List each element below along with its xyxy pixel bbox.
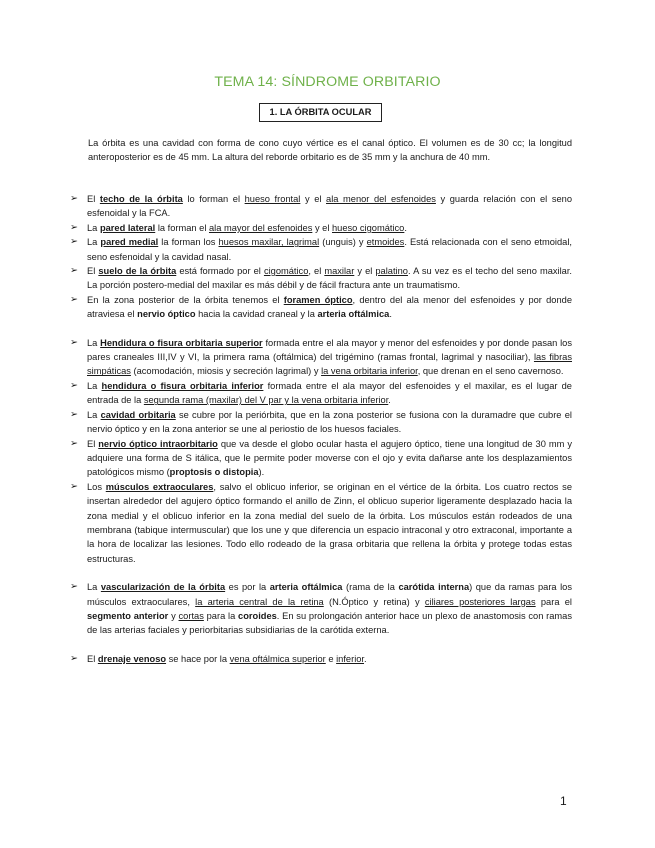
text-run: hendidura o fisura orbitaria inferior	[101, 380, 264, 391]
bullet-item	[70, 652, 572, 666]
text-run: y guarda relación con el seno esfenoidal y la FCA.	[87, 194, 572, 219]
page-number: 1	[560, 794, 567, 808]
text-run: ciliares posteriores largas	[424, 596, 536, 607]
bullet-item	[70, 437, 572, 480]
text-run: segunda rama (maxilar) del V par y la vena orbitaria inferior	[143, 395, 389, 406]
text-run: .	[388, 395, 391, 406]
page-title: TEMA 14: SÍNDROME ORBITARIO	[214, 74, 441, 90]
bullet-item	[70, 192, 572, 221]
text-run: .	[404, 222, 407, 233]
text-run: , que drenan en el seno cavernoso.	[417, 366, 564, 377]
arrow-bullet-icon: ➢	[70, 221, 78, 233]
text-run: formada entre el ala mayor y menor del esfenoides y por donde pasan los pares craneales III,IV y VI, la primera rama (oftálmica) del trigémino (ramas frontal, lagrimal y nasociliar),	[87, 337, 572, 363]
text-run: hueso frontal	[244, 194, 301, 204]
text-run: la vena orbitaria inferior	[321, 366, 418, 377]
text-run: etmoides	[366, 237, 405, 248]
text-run: palatino	[375, 266, 408, 277]
text-run: (unguis) y	[319, 237, 367, 248]
bullet-list	[70, 192, 572, 666]
text-run: ).	[258, 467, 265, 478]
text-run: cavidad orbitaria	[100, 409, 176, 420]
text-run: músculos extraoculares	[105, 481, 214, 492]
text-run: nervio óptico intraorbitario	[98, 438, 218, 449]
text-run: la forman el	[155, 222, 209, 233]
bullet-item	[70, 264, 572, 293]
text-run: inferior	[336, 653, 365, 664]
text-run: se cubre por la periórbita, que en la zona posterior se fusiona con la duramadre que cubre el nervio óptico y en la zona anterior se une al periostio de los huesos faciales.	[87, 409, 572, 435]
arrow-bullet-icon: ➢	[70, 265, 78, 277]
text-run: nervio óptico	[137, 309, 196, 320]
text-run: Hendidura o fisura orbitaria superior	[100, 337, 263, 348]
arrow-bullet-icon: ➢	[70, 480, 78, 492]
text-run: para el	[535, 596, 572, 607]
text-run: La	[87, 222, 100, 233]
text-run: . En su prolongación anterior hace un plexo de anastomosis con ramas de las arterias faciales y periorbitarias subsidiarias de la carótida externa.	[87, 610, 572, 636]
text-run: , salvo el oblicuo inferior, se originan en el vértice de la órbita. Los cuatro rectos se insertan alrededor del agujero óptico formando el anillo de Zinn, el oblicuo superior ligeramente desplazado hacia la zona medial y el oblicuo inferior en la zona medial del suelo de la órbita. Los músculos están rodeados de una membrana (tabique intermuscular) que los une y que diferencia un espacio intraconal y otro extraconal, importante a la hora de localizar las lesiones. Todo ello rodeado de la grasa orbitaria que rellena la órbita y protege todas estas estructuras.	[87, 481, 572, 564]
text-run: (N.Óptico y retina) y	[323, 596, 425, 607]
text-run: e	[325, 653, 337, 664]
text-run: pared medial	[100, 237, 159, 248]
text-run: para la	[203, 610, 239, 621]
text-run: pared lateral	[99, 222, 156, 233]
text-run: y	[168, 610, 179, 621]
text-run: y el	[354, 266, 376, 277]
text-run: suelo de la órbita	[98, 266, 177, 277]
text-run: formada entre el ala mayor del esfenoides y el maxilar, es el lugar de entrada de la	[87, 380, 572, 406]
paragraph-gap	[70, 638, 572, 652]
bullet-item	[70, 235, 572, 264]
text-run: proptosis o distopia	[169, 467, 259, 478]
text-run: , dentro del ala menor del esfenoides y por donde atraviesa el	[87, 294, 572, 320]
text-run: drenaje venoso	[97, 653, 167, 664]
bullet-item	[70, 336, 572, 379]
arrow-bullet-icon: ➢	[70, 236, 78, 248]
text-run: la arteria central de la retina	[195, 596, 324, 607]
text-run: hacia la cavidad craneal y la	[195, 309, 318, 320]
text-run: y el	[312, 222, 332, 233]
text-run: cortas	[178, 610, 204, 621]
text-run: que va desde el globo ocular hasta el agujero óptico, tiene una longitud de 30 mm y adquiere una forma de S itálica, que le permite poder moverse con el ojo y evita dañarse ante los desplazamientos patológicos mismo (	[87, 438, 572, 478]
bullet-item	[70, 379, 572, 408]
text-run: .	[389, 309, 392, 320]
text-run: ala mayor del esfenoides	[208, 222, 313, 233]
text-run: . A su vez es el techo del seno maxilar. La porción postero-medial del maxilar es más débil y de fácil fractura ante un traumatismo.	[87, 266, 572, 291]
text-run: (rama de la	[342, 582, 399, 593]
text-run: las fibras simpáticas	[87, 352, 572, 377]
bullet-item	[70, 480, 572, 566]
section-heading: 1. LA ÓRBITA OCULAR	[259, 103, 382, 122]
arrow-bullet-icon: ➢	[70, 437, 78, 449]
arrow-bullet-icon: ➢	[70, 293, 78, 305]
text-run: El	[87, 653, 98, 664]
text-run: se hace por la	[166, 653, 230, 664]
text-run: La	[87, 582, 101, 593]
arrow-bullet-icon: ➢	[70, 652, 78, 664]
text-run: foramen óptico	[283, 294, 353, 305]
text-run: ala menor del esfenoides	[326, 194, 436, 204]
text-run: La	[87, 409, 101, 420]
text-run: El	[87, 194, 100, 204]
text-run: hueso cigomático	[332, 222, 405, 233]
text-run: está formado por el	[176, 266, 264, 277]
text-run: carótida interna	[398, 582, 470, 593]
text-run: huesos maxilar, lagrimal	[218, 237, 320, 248]
intro-paragraph: La órbita es una cavidad con forma de cono cuyo vértice es el canal óptico. El volumen es de 30 cc; la longitud anteroposterior es de 45 mm. La altura del reborde orbitario es de 35 mm y la anchura de 40 mm.	[88, 138, 572, 163]
text-run: es por la	[225, 582, 270, 593]
text-run: coroides	[238, 610, 277, 621]
arrow-bullet-icon: ➢	[70, 408, 78, 420]
text-run: El	[87, 438, 99, 449]
paragraph-gap	[70, 322, 572, 336]
text-run: vena oftálmica superior	[229, 653, 326, 664]
text-run: En la zona posterior de la órbita tenemos el	[87, 294, 284, 305]
text-run: techo de la órbita	[99, 194, 183, 204]
text-run: La	[87, 337, 101, 348]
bullet-item	[70, 408, 572, 437]
text-run: maxilar	[324, 266, 355, 277]
text-run: , el	[308, 266, 325, 277]
text-run: . Está relacionada con el seno etmoidal, seno esfenoidal y la cavidad nasal.	[87, 237, 572, 262]
text-run: ) que da ramas para los músculos extraoculares,	[87, 582, 573, 607]
arrow-bullet-icon: ➢	[70, 581, 78, 593]
text-run: lo forman el	[182, 194, 245, 204]
text-run: (acomodación, miosis y secreción lagrimal) y	[130, 366, 322, 377]
text-run: segmento anterior	[87, 610, 169, 621]
paragraph-gap	[70, 566, 572, 580]
bullet-item	[70, 580, 572, 638]
bullet-item	[70, 293, 572, 322]
text-run: arteria oftálmica	[317, 309, 390, 320]
text-run: cigomático	[263, 266, 309, 277]
arrow-bullet-icon: ➢	[70, 336, 78, 348]
arrow-bullet-icon: ➢	[70, 193, 78, 204]
text-run: La	[87, 380, 102, 391]
text-run: vascularización de la órbita	[100, 582, 226, 593]
text-run: La	[87, 237, 101, 248]
bullet-item	[70, 221, 572, 235]
text-run: y el	[300, 194, 327, 204]
text-run: la forman los	[158, 237, 219, 248]
text-run: El	[87, 266, 99, 277]
text-run: arteria oftálmica	[269, 582, 343, 593]
text-run: Los	[87, 481, 106, 492]
arrow-bullet-icon: ➢	[70, 379, 78, 391]
text-run: .	[364, 653, 367, 664]
